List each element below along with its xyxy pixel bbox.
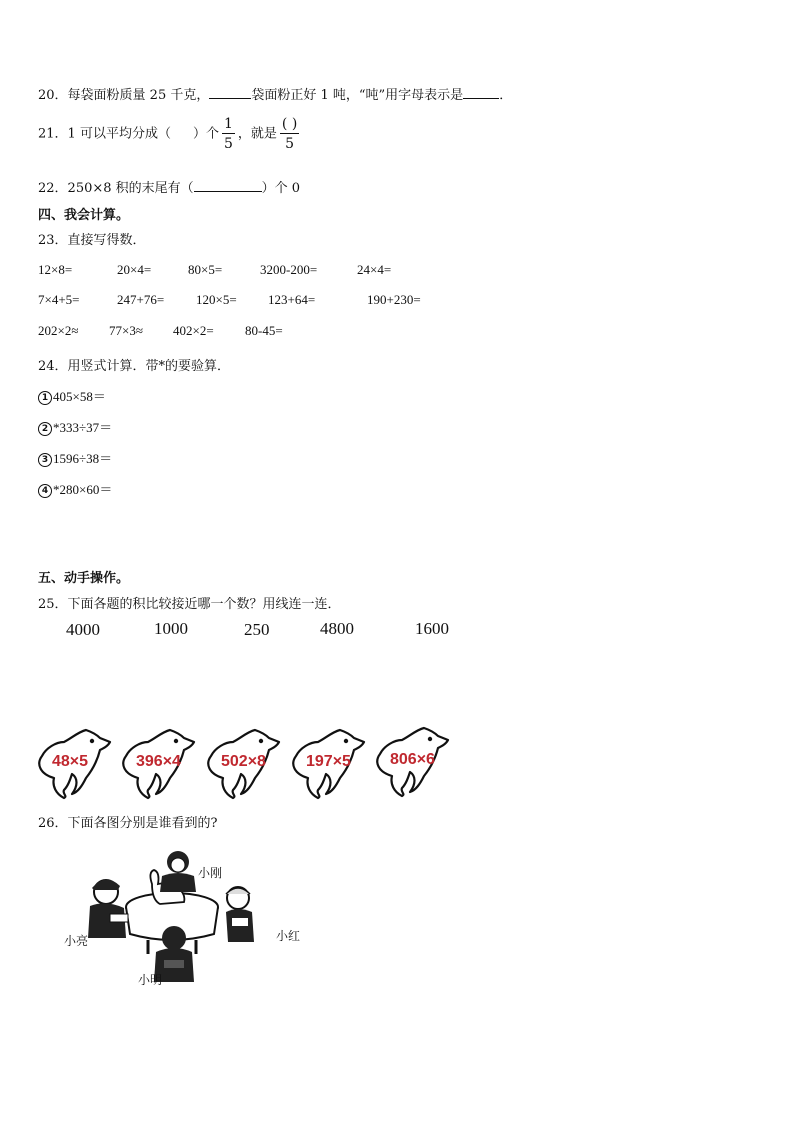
target-number[interactable]: 1600 [415,619,449,638]
dolphin-expression: 396×4 [136,753,181,770]
q21-fraction-one-fifth [222,117,235,151]
question-22 [38,177,300,196]
q24-expression: *333÷37＝ [53,420,113,435]
q24-expression: 1596÷38＝ [53,451,113,466]
q20-end: ． [499,88,513,103]
dolphin-card[interactable] [203,728,283,800]
name-label-bottom: 小明 [138,973,163,987]
section-4-heading: 四、我会计算。 [38,208,130,223]
circled-number: 4 [38,484,52,498]
q23-item: 80×5= [188,262,223,277]
target-number[interactable]: 4000 [66,620,100,639]
q21-frac2-numerator: ( ) [281,116,298,132]
name-label-right: 小红 [276,929,301,943]
target-number[interactable]: 1000 [154,619,188,638]
q23-item: 3200-200= [260,262,318,277]
q24-expression: 405×58＝ [53,389,106,404]
circled-number: 3 [38,453,52,467]
dolphin-card[interactable] [118,728,198,800]
q23-title: 23．直接写得数． [38,233,146,248]
q22-suffix: ）个 0 [261,181,301,196]
q23-item: 20×4= [117,262,152,277]
q23-item: 402×2= [173,323,214,338]
q20-blank-1[interactable] [209,98,251,99]
q23-item: 120×5= [196,292,237,307]
question-20 [38,84,512,103]
q23-item: 24×4= [357,262,392,277]
target-number[interactable]: 250 [244,620,270,639]
q21-fraction-answer[interactable] [280,117,299,151]
q23-item: 202×2≈ [38,323,79,338]
q21-frac2-denominator: 5 [285,136,295,152]
q20-prefix: 20．每袋面粉质量 25 千克， [38,88,210,103]
q23-item: 80-45= [245,323,283,338]
dolphin-expression: 197×5 [306,753,351,770]
q23-item: 190+230= [367,292,421,307]
circled-number: 1 [38,391,52,405]
dolphin-expression: 502×8 [221,753,266,770]
q26-title: 26．下面各图分别是谁看到的? [38,816,218,831]
q21-frac-denominator: 5 [223,136,233,152]
circled-number: 2 [38,422,52,436]
q20-middle: 袋面粉正好 1 吨，“吨”用字母表示是 [251,88,464,103]
q23-item: 77×3≈ [109,323,143,338]
q20-blank-2[interactable] [463,98,499,99]
q21-frac-numerator: 1 [223,116,233,132]
q23-item: 7×4+5= [38,292,80,307]
dolphin-card[interactable] [372,726,452,798]
q24-item-1 [38,386,106,405]
dolphin-card[interactable] [34,728,114,800]
name-label-left: 小亮 [64,934,89,948]
q23-item: 247+76= [117,292,165,307]
children-around-table-illustration-icon [60,842,310,992]
q24-item-2 [38,417,112,436]
question-21 [38,117,302,151]
q24-item-3 [38,448,112,467]
q24-expression: *280×60＝ [53,482,113,497]
q22-blank[interactable] [194,191,262,192]
q21-close: ）个 [192,126,219,142]
q25-title: 25．下面各题的积比较接近哪一个数？用线连一连． [38,597,341,612]
section-5-heading: 五、动手操作。 [38,571,130,586]
dolphin-expression: 48×5 [52,753,89,770]
q23-item: 12×8= [38,262,73,277]
q22-prefix: 22．250×8 积的末尾有（ [38,181,194,196]
q23-item: 123+64= [268,292,316,307]
q21-middle: ，就是 [237,126,277,142]
name-label-top: 小刚 [198,866,223,880]
dolphin-expression: 806×6 [390,751,435,768]
target-number[interactable]: 4800 [320,619,354,638]
dolphin-card[interactable] [288,728,368,800]
q21-prefix: 21．1 可以平均分成（ [38,126,171,142]
q24-item-4 [38,479,112,498]
q24-title: 24．用竖式计算．带*的要验算． [38,359,231,374]
